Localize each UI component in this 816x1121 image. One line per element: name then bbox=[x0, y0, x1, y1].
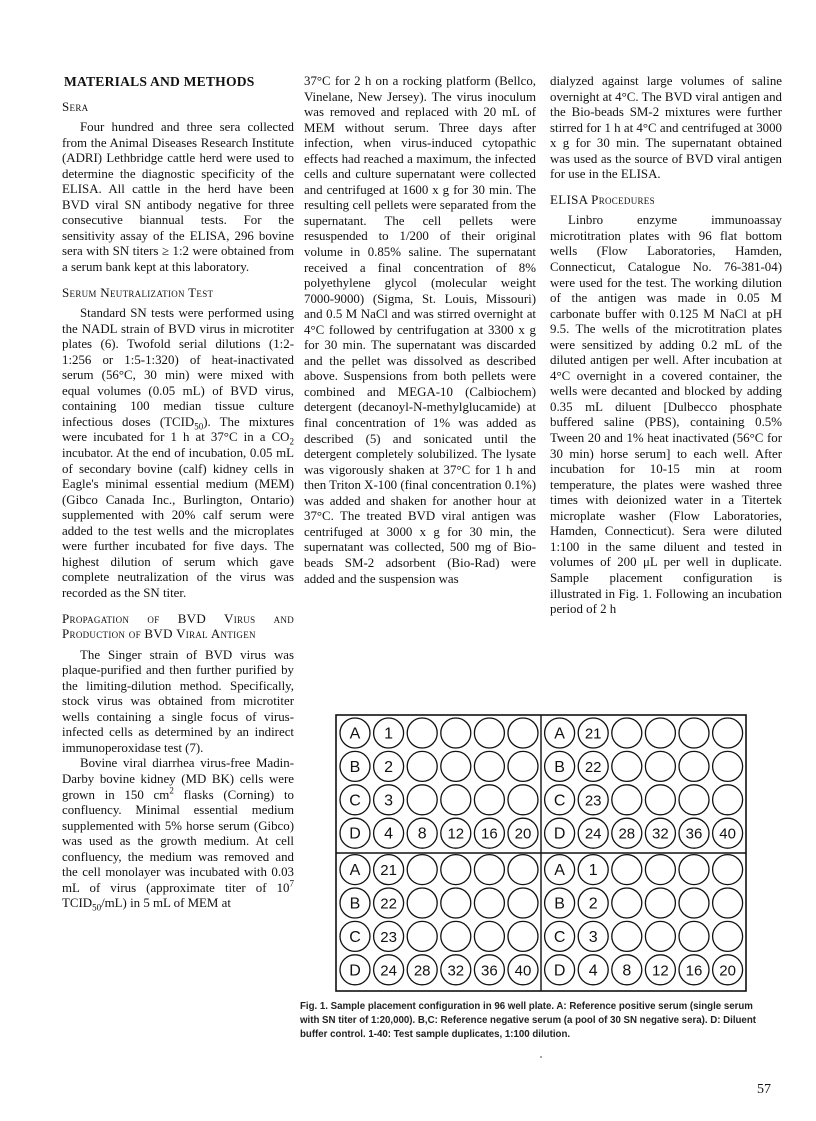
well bbox=[645, 855, 675, 885]
well-label: 28 bbox=[413, 962, 431, 980]
well bbox=[612, 888, 642, 918]
well bbox=[508, 751, 538, 781]
well bbox=[612, 921, 642, 951]
page-number: 57 bbox=[757, 1082, 771, 1097]
well bbox=[441, 921, 471, 951]
well-label: A bbox=[554, 725, 565, 743]
well-label: 8 bbox=[622, 962, 632, 980]
well-label: 4 bbox=[384, 825, 394, 843]
well bbox=[612, 718, 642, 748]
well-label: C bbox=[349, 928, 361, 946]
well bbox=[612, 855, 642, 885]
well-label: D bbox=[553, 962, 566, 980]
well bbox=[713, 718, 743, 748]
well bbox=[645, 718, 675, 748]
well-label: D bbox=[553, 825, 566, 843]
well-label: 36 bbox=[481, 962, 498, 980]
paragraph-propagation-2: Bovine viral diarrhea virus-free Madin-Darby bovine kidney (MD BK) cells were grown in 150 $cm^2$ flasks (Corning) to confluency. Minimal essential medium supplemented with 5% horse serum (Gibco) was used as the growth medium. At cell confluency, the medium was removed and the cell monolayer was incubated with 0.03 mL of virus (approximate titer of $10^7$ $TCID_{50}/mL$) in 5 mL of MEM at bbox=[62, 756, 295, 913]
paragraph-sera: Four hundred and three sera collected from the Animal Diseases Research Institute (ADRI) Lethbridge cattle herd were used to determine the diagnostic specificity of the ELISA. All cattle in the herd have been BVD viral SN antibody negative for three consecutive biannual tests. For the sensitivity assay of the ELISA, 296 bovine sera with SN titers ≥ 1:2 were obtained from a serum bank kept at this laboratory. bbox=[62, 120, 294, 275]
column-1 bbox=[62, 74, 294, 912]
well-label: 12 bbox=[447, 825, 465, 843]
well-label: 23 bbox=[584, 792, 602, 810]
well bbox=[679, 921, 709, 951]
well bbox=[441, 888, 471, 918]
well-label: 3 bbox=[384, 792, 394, 810]
well-label: 40 bbox=[514, 962, 532, 980]
well-label: 36 bbox=[685, 825, 703, 843]
column-2 bbox=[304, 74, 536, 587]
well bbox=[407, 751, 437, 781]
well bbox=[508, 855, 538, 885]
well-label: 8 bbox=[417, 825, 427, 843]
well bbox=[713, 855, 743, 885]
subheading-propagation: Propagation of BVD Virus and Production of BVD Viral Antigen bbox=[62, 610, 294, 642]
well bbox=[474, 855, 504, 885]
well bbox=[679, 888, 709, 918]
well-label: 24 bbox=[584, 825, 602, 843]
well-label: 20 bbox=[514, 825, 532, 843]
paragraph-dialysis: dialyzed against large volumes of saline overnight at 4°C. The BVD viral antigen and the Bio-beads SM-2 mixtures were further stirred for 1 h at 4°C and centrifuged at 3000 x g for 30 min. The supernatant obtained was used as the source of BVD viral antigen for use in the ELISA. bbox=[550, 74, 782, 182]
well bbox=[645, 751, 675, 781]
well-label: 32 bbox=[652, 825, 669, 843]
well bbox=[679, 751, 709, 781]
paragraph-virus-production: 37°C for 2 h on a rocking platform (Bellco, Vinelane, New Jersey). The virus inoculum was removed and replaced with 20 mL of MEM without serum. Three days after infection, when virus-induced cytopathic effects had reached a maximum, the infected cells and culture supernatant were collected and centrifuged at 1600 x g for 30 min. The resulting cell pellets were separated from the supernatant. The cell pellets were resuspended to 1/200 of their original volume in 0.85% saline. The supernatant received a final concentration of 8% polyethylene glycol (molecular weight 7000-9000) (Sigma, St. Louis, Missouri) and 0.5 M NaCl and was stirred overnight at 4°C followed by centrifugation at 3300 x g for 30 min. The supernatant was discarded and the pellet was dissolved as described above. Suspensions from both pellets were combined and MEGA-10 (Calbiochem) detergent (decanoyl-N-methylglucamide) at final concentration of 1% was added as described (5) and sonicated until the detergent completely solubilized. The lysate was vigorously shaken at 37°C for 1 h and then Triton X-100 (final concentration 0.1%) was added and shaken for another hour at 37°C. The treated BVD viral antigen was centrifuged at 3000 x g for 30 min, the supernatant was collected, 500 mg of Bio-beads SM-2 adsorbent (Bio-Rad) were added and the suspension was bbox=[304, 74, 536, 586]
well bbox=[474, 888, 504, 918]
figure-caption: Fig. 1. Sample placement configuration in 96 well plate. A: Reference positive serum (single serum with SN titer of 1:20,000). B,C: Reference negative serum (a pool of 30 SN negative sera). D: Diluent buffer control. 1-40: Test sample duplicates, 1:100 dilution. bbox=[300, 1001, 756, 1040]
well-label: C bbox=[349, 792, 361, 810]
well-label: 21 bbox=[584, 725, 602, 743]
well bbox=[441, 855, 471, 885]
well bbox=[645, 785, 675, 815]
well bbox=[713, 888, 743, 918]
well bbox=[679, 785, 709, 815]
subheading-elisa: ELISA Procedures bbox=[550, 191, 655, 207]
well-label: B bbox=[554, 895, 565, 913]
well bbox=[407, 785, 437, 815]
well bbox=[508, 785, 538, 815]
well-label: 24 bbox=[380, 962, 397, 980]
well bbox=[679, 855, 709, 885]
well-label: D bbox=[349, 962, 361, 980]
well-label: 40 bbox=[719, 825, 736, 843]
well bbox=[612, 751, 642, 781]
well-label: 20 bbox=[719, 962, 736, 980]
well-label: 2 bbox=[588, 895, 598, 913]
well bbox=[441, 751, 471, 781]
column-3 bbox=[550, 74, 782, 618]
subheading-serum-neutralization: Serum Neutralization Test bbox=[62, 284, 214, 300]
well-label: 21 bbox=[380, 862, 397, 880]
well bbox=[645, 888, 675, 918]
well-label: C bbox=[553, 928, 566, 946]
well-label: A bbox=[349, 725, 361, 743]
well bbox=[407, 718, 437, 748]
well-label: 1 bbox=[384, 725, 394, 743]
well-label: B bbox=[349, 895, 361, 913]
well-label: 4 bbox=[588, 962, 598, 980]
well-label: C bbox=[553, 792, 566, 810]
well bbox=[612, 785, 642, 815]
well-label: 23 bbox=[380, 928, 397, 946]
well bbox=[407, 921, 437, 951]
well bbox=[713, 785, 743, 815]
well-label: D bbox=[349, 825, 361, 843]
well bbox=[713, 921, 743, 951]
well-label: A bbox=[349, 862, 361, 880]
well bbox=[407, 888, 437, 918]
well-label: 1 bbox=[588, 862, 598, 880]
well-label: A bbox=[554, 862, 565, 880]
well bbox=[441, 718, 471, 748]
paragraph-sn-test: Standard SN tests were performed using the NADL strain of BVD virus in microtiter plates (6). Twofold serial dilutions (1:2-1:256 or 1:5-1:320) of heat-inactivated serum (56°C, 30 min) were mixed with equal volumes (0.05 mL) of BVD virus, containing 100 median tissue culture infectious doses $(TCID_{50})$. The mixtures were incubated for 1 h at 37°C in a $CO_2$ incubator. At the end of incubation, 0.05 mL of secondary bovine (calf) kidney cells in Eagle's minimal essential medium (MEM) (Gibco Canada Inc., Burlington, Ontario) supplemented with 20% calf serum were added to the test wells and the microplates were further incubated for five days. The highest dilution of serum which gave complete neutralization of the virus was recorded as the SN titer. bbox=[62, 306, 294, 600]
paragraph-elisa: Linbro enzyme immunoassay microtitration plates with 96 flat bottom wells (Flow Laboratories, Hamden, Connecticut, Catalogue No. 76-381-04) were used for the test. The working dilution of the antigen was made in 0.05 M carbonate buffer with 0.125 M NaCl at pH 9.5. The wells of the microtitration plates were sensitized by adding 0.2 mL of the diluted antigen per well. After incubation at 4°C overnight in a covered container, the wells were decanted and blocked by adding 0.35 mL diluent [Dulbecco phosphate buffered saline (PBS), containing 0.5% Tween 20 and 1% heat inactivated (56°C for 30 min) horse serum] to each well. After incubation for 10-15 min at room temperature, the plates were washed three times with deionized water in a Titertek microplate washer (Flow Laboratories, Hamden, Connecticut). Sera were diluted 1:100 in the same diluent and tested in volumes of 200 μL per well in duplicate. Sample placement configuration is illustrated in Fig. 1. Following an incubation period of 2 h bbox=[550, 213, 782, 617]
well-label: 16 bbox=[481, 825, 498, 843]
well-label: 22 bbox=[584, 758, 602, 776]
well-label: 22 bbox=[380, 895, 397, 913]
well bbox=[508, 921, 538, 951]
well bbox=[508, 888, 538, 918]
well bbox=[474, 921, 504, 951]
well-label: 28 bbox=[618, 825, 636, 843]
section-heading-materials-methods: MATERIALS AND METHODS bbox=[64, 74, 255, 89]
well-label: 16 bbox=[685, 962, 703, 980]
well bbox=[441, 785, 471, 815]
subheading-sera: Sera bbox=[62, 98, 89, 114]
well-label: 32 bbox=[447, 962, 465, 980]
well bbox=[407, 855, 437, 885]
well bbox=[474, 785, 504, 815]
well-label: B bbox=[554, 758, 565, 776]
well bbox=[679, 718, 709, 748]
well bbox=[474, 751, 504, 781]
well-label: 12 bbox=[652, 962, 669, 980]
well bbox=[508, 718, 538, 748]
well-label: 2 bbox=[384, 758, 394, 776]
well bbox=[645, 921, 675, 951]
well bbox=[474, 718, 504, 748]
well-label: 3 bbox=[588, 928, 598, 946]
well bbox=[713, 751, 743, 781]
well-plate-figure bbox=[335, 714, 747, 992]
page-speck bbox=[540, 1056, 542, 1058]
paragraph-propagation-1: The Singer strain of BVD virus was plaque-purified and then further purified by the limiting-dilution method. Specifically, stock virus was obtained from microtiter wells containing a single focus of virus-infected cells as determined by an indirect immunoperoxidase test (7). bbox=[62, 647, 294, 755]
well-label: B bbox=[349, 758, 361, 776]
